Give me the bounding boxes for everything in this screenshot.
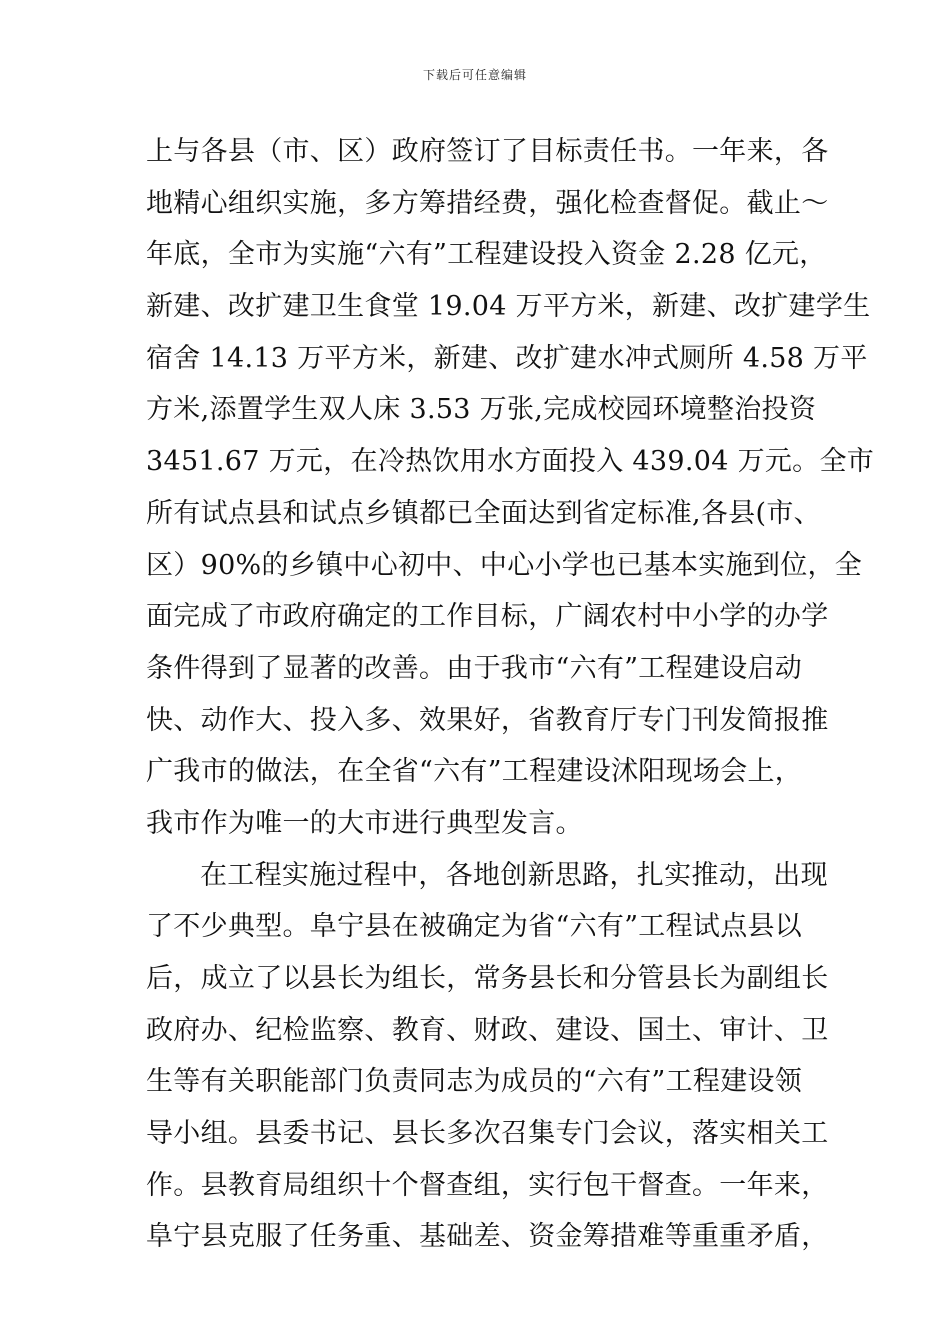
header-note: 下载后可任意编辑 [422,68,527,82]
paragraph-1-line: 快、动作大、投入多、效果好，省教育厅专门刊发简报推 [146,704,829,736]
paragraph-1-line: 广我市的做法，在全省“六有”工程建设沭阳现场会上， [146,756,803,788]
paragraph-1-line: 新建、改扩建卫生食堂 19.04 万平方米，新建、改扩建学生 [146,291,871,323]
paragraph-1-line: 条件得到了显著的改善。由于我市“六有”工程建设启动 [146,652,803,684]
paragraph-2-line: 后，成立了以县长为组长，常务县长和分管县长为副组长 [146,963,829,994]
paragraph-2-line: 作。县教育局组织十个督查组，实行包干督查。一年来， [146,1169,829,1201]
paragraph-1-line: 3451.67 万元，在冷热饮用水方面投入 439.04 万元。全市 [146,446,875,478]
paragraph-2-line: 阜宁县克服了任务重、基础差、资金筹措难等重重矛盾， [146,1221,829,1253]
paragraph-2-line: 导小组。县委书记、县长多次召集专门会议，落实相关工 [146,1118,829,1150]
paragraph-2-line: 了不少典型。阜宁县在被确定为省“六有”工程试点县以 [146,911,803,943]
paragraph-1-line: 区）90%的乡镇中心初中、中心小学也已基本实施到位，全 [146,549,863,581]
paragraph-1-line: 地精心组织实施，多方筹措经费，强化检查督促。截止～ [146,187,829,219]
paragraph-1-line: 上与各县（市、区）政府签订了目标责任书。一年来，各 [146,136,829,167]
paragraph-1-line: 面完成了市政府确定的工作目标，广阔农村中小学的办学 [146,601,829,633]
paragraph-1-line: 方米,添置学生双人床 3.53 万张,完成校园环境整治投资 [146,394,817,426]
paragraph-2-line: 生等有关职能部门负责同志为成员的“六有”工程建设领 [146,1066,803,1098]
paragraph-2-line: 政府办、纪检监察、教育、财政、建设、国土、审计、卫 [146,1014,829,1046]
paragraph-1-line: 年底，全市为实施“六有”工程建设投入资金 2.28 亿元， [146,239,827,271]
paragraph-1-line: 所有试点县和试点乡镇都已全面达到省定标准,各县(市、 [146,497,821,529]
paragraph-1-line: 宿舍 14.13 万平方米，新建、改扩建水冲式厕所 4.58 万平 [146,342,868,374]
paragraph-2-first-line: 在工程实施过程中，各地创新思路，扎实推动，出现 [200,859,828,891]
body-text [146,126,875,1263]
paragraph-1-line: 我市作为唯一的大市进行典型发言。 [146,807,583,839]
